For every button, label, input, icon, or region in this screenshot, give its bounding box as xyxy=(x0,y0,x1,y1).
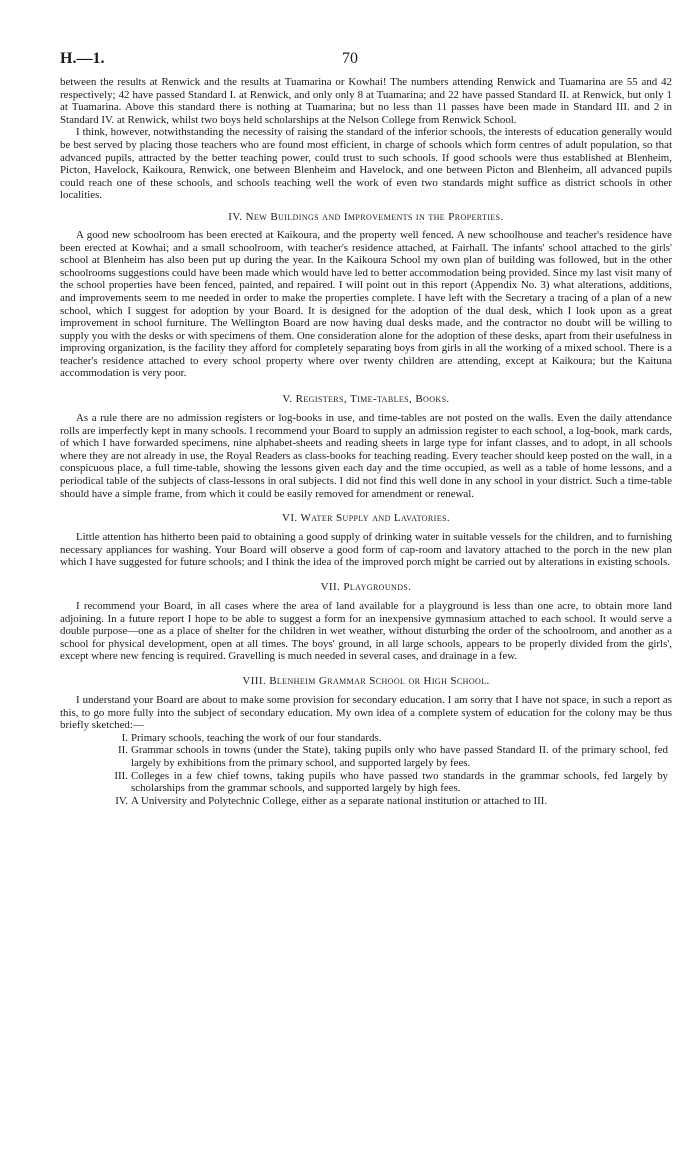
list-item xyxy=(60,744,672,769)
section-vi-paragraph: Little attention has hitherto been paid to obtaining a good supply of drinking water in suitable vessels for the children, and to furnishing necessary appliances for washing. Your Board will observe a good form of cap-room and lavatory attached to the porch in the new plan which I have suggested for future schools; and I think the idea of the improved porch might be carried out by alterations in existing schools. xyxy=(60,531,672,569)
page-header xyxy=(60,50,672,72)
education-system-list xyxy=(60,732,672,808)
list-item-number: III. xyxy=(114,769,128,782)
intro-paragraph-2: I think, however, notwithstanding the necessity of raising the standard of the inferior schools, the interests of education generally would be best served by placing those teachers who are found most efficient, in charge of schools which form centres of adult population, so that advanced pupils, attracted by the better teaching power, could trust to such schools. If good schools were thus established at Blenheim, Picton, Havelock, Kaikoura, Renwick, one between Blenheim and Havelock, and one between Picton and Blenheim, all advanced pupils could reach one of these schools, and schools teaching well the work of even two standards might suffice as district schools in other localities. xyxy=(60,126,672,202)
list-item-text: Primary schools, teaching the work of our four standards. xyxy=(131,731,382,744)
list-item xyxy=(60,732,672,745)
list-item xyxy=(60,770,672,795)
page-number: 70 xyxy=(342,50,358,67)
intro-paragraph-1: between the results at Renwick and the results at Tuamarina or Kowhai! The numbers attending Renwick and Tuamarina are 55 and 42 respectively; 42 have passed Standard I. at Renwick, and only only 8 at Tuamarina; and 22 have passed Standard II. at Renwick, but only 1 at Tuamarina. Above this standard there is nothing at Tuamarina; but no less than 11 passes have been made in Standard III. and 2 in Standard IV. at Renwick, whilst two boys held scholarships at the Nelson College from Renwick School. xyxy=(60,76,672,126)
section-heading-iv: IV. New Buildings and Improvements in the Properties. xyxy=(228,210,504,223)
list-item-number: IV. xyxy=(115,794,128,807)
list-item-number: II. xyxy=(118,744,128,757)
list-item-number: I. xyxy=(121,731,128,744)
section-heading-vi: VI. Water Supply and Lavatories. xyxy=(281,512,451,525)
list-item-text: Colleges in a few chief towns, taking pupils who have passed two standards in the grammar schools, fed largely by scholarships from the grammar schools, and supported largely by high fees. xyxy=(131,769,668,795)
section-vii-paragraph: I recommend your Board, in all cases where the area of land available for a playground is less than one acre, to obtain more land adjoining. In a future report I hope to be able to suggest a form for an inexpensive gymnasium attached to each school. It would serve a double purpose—one as a place of shelter for the children in wet weather, without disturbing the order of the schoolroom, and another as a school for physical development, open at all times. The boys' ground, in all large schools, appears to be properly divided from the girls', except where new fencing is required. Gravelling is much needed in several cases, and drainage in a few. xyxy=(60,600,672,663)
list-item-text: A University and Polytechnic College, either as a separate national institution or attached to III. xyxy=(131,794,548,807)
list-item xyxy=(60,795,672,808)
section-v-paragraph: As a rule there are no admission registers or log-books in use, and time-tables are not posted on the walls. Even the daily attendance rolls are imperfectly kept in many schools. I recommend your Board to supply an admission register to each school, a log-book, mark cards, of which I have forwarded specimens, nine alphabet-sheets and reading sheets in large type for infant classes, and to adopt, in all schools where they are not already in use, the Royal Readers as class-books for teaching reading. Every teacher should keep posted on the wall, in a conspicuous place, a full time-table, showing the lessons given each day and the time occupied, as well as a table of home lessons, and a periodical table of the subjects of class-lessons in oral subjects. I did not find this well done in any school in your district. Such a time-table should have a simple frame, from which it could be easily removed for amendment or renewal. xyxy=(60,412,672,500)
section-heading-vii: VII. Playgrounds. xyxy=(320,581,412,593)
section-heading-v: V. Registers, Time-tables, Books. xyxy=(282,393,450,406)
document-reference: H.—1. xyxy=(60,50,105,67)
list-item-text: Grammar schools in towns (under the State), taking pupils only who have passed Standard II. of the primary school, fed largely by exhibitions from the primary school, and supported largely by fees. xyxy=(131,744,668,769)
section-viii-paragraph: I understand your Board are about to make some provision for secondary education. I am sorry that I have not space, in such a report as this, to go more fully into the subject of secondary education. My own idea of a complete system of education for the colony may be thus briefly sketched:— xyxy=(60,693,672,732)
section-iv-paragraph: A good new schoolroom has been erected at Kaikoura, and the property well fenced. A new schoolhouse and teacher's residence have been erected at Kowhai; and a small schoolroom, with teacher's residence attached, at Fairhall. The infants' school attached to the girls' school at Blenheim has also been put up during the year. In the Kaikoura School my own plan of building was followed, but in the other schoolrooms suggestions could have been made which would have led to better accommodation being provided. Since my last visit many of the school properties have been fenced, painted, and repaired. I will point out in this report (Appendix No. 3) what alterations, additions, and improvements seem to me needed in order to make the properties complete. I have left with the Secretary a tracing of a plan of a new school, which I suggest for adoption by your Board. It is designed for the adoption of the dual desk, which I look upon as a great improvement in school furniture. The Wellington Board are now having dual desks made, and the contractor no doubt will be willing to supply you with the desks or with specimens of them. One consideration alone for the adoption of these desks, apart from their usefulness in improving organization, is the facility they afford for completely separating boys from girls in all the working of a mixed school. There is a teacher's residence attached to every school property where over twenty children are attending, except at Kaikoura; but the Kaituna accommodation is very poor. xyxy=(60,228,672,380)
section-heading-viii: VIII. Blenheim Grammar School or High School. xyxy=(242,674,490,687)
